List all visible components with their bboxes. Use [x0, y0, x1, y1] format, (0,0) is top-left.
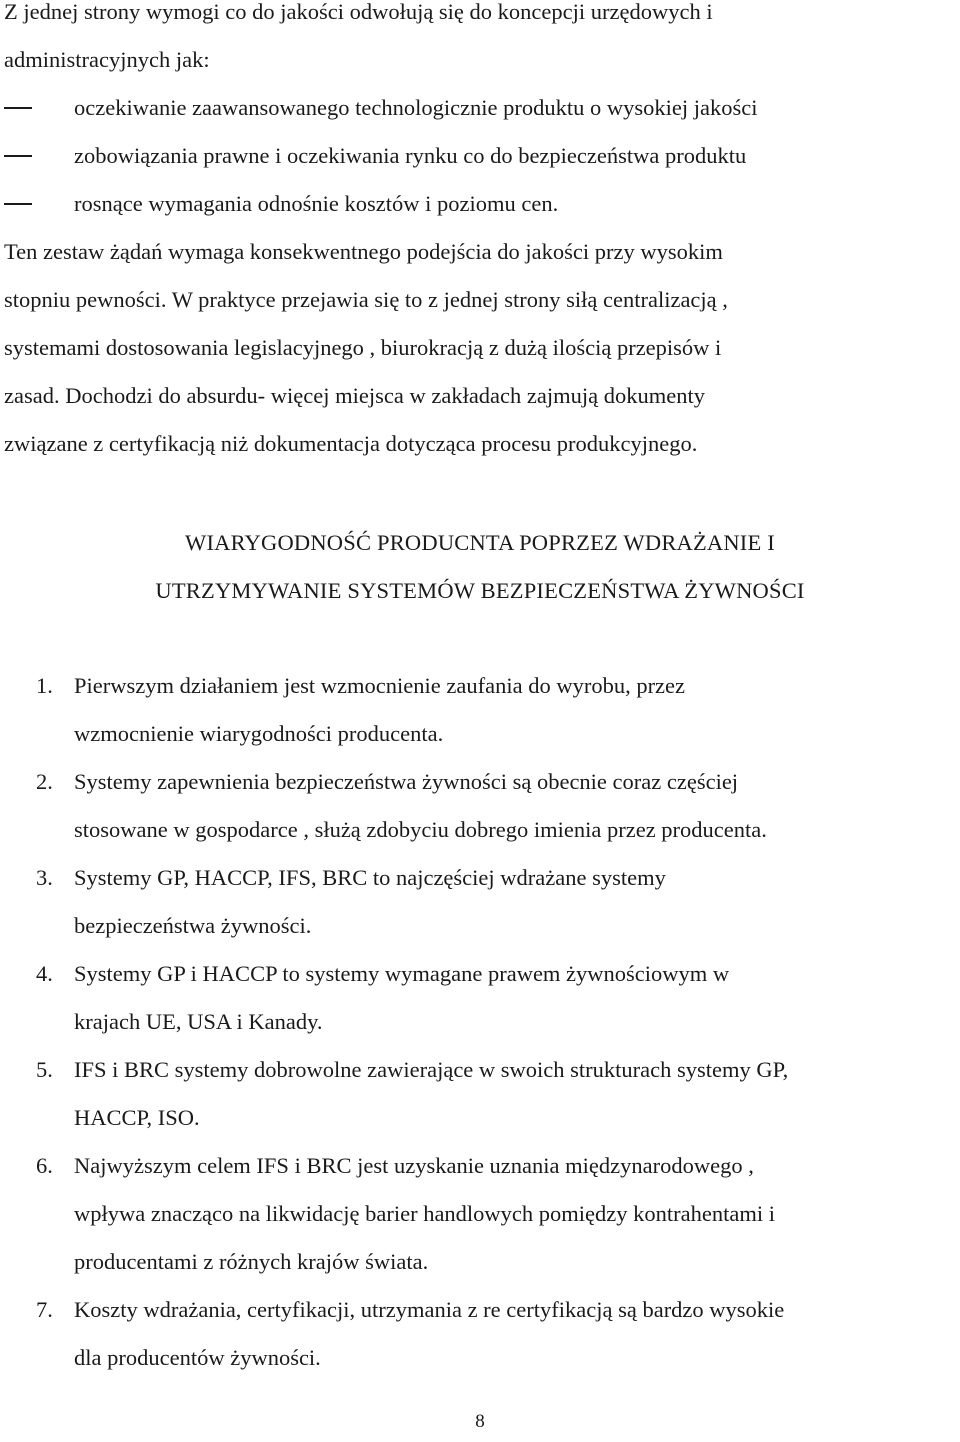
item-text-line: Systemy zapewnienia bezpieczeństwa żywności są obecnie coraz częściej [74, 769, 739, 794]
item-text-line: Systemy GP, HACCP, IFS, BRC to najczęściej wdrażane systemy [74, 865, 666, 890]
numbered-list-item [36, 1142, 956, 1286]
numbered-list-item [36, 854, 956, 950]
numbered-list [36, 662, 956, 1382]
item-number: 7. [36, 1297, 53, 1322]
intro-line: Z jednej strony wymogi co do jakości odwołują się do koncepcji urzędowych i [4, 0, 713, 24]
dash-list [4, 84, 954, 228]
numbered-list-item [36, 662, 956, 758]
dash-bullet-icon [4, 203, 32, 205]
item-text-line: Pierwszym działaniem jest wzmocnienie zaufania do wyrobu, przez [74, 673, 686, 698]
dash-list-item [4, 84, 954, 132]
paragraph-line: Ten zestaw żądań wymaga konsekwentnego podejścia do jakości przy wysokim [4, 239, 723, 264]
heading-line: WIARYGODNOŚĆ PRODUCNTA POPRZEZ WDRAŻANIE I [185, 530, 775, 555]
item-text-line: Najwyższym celem IFS i BRC jest uzyskanie uznania międzynarodowego , [74, 1153, 754, 1178]
item-text-line: IFS i BRC systemy dobrowolne zawierające w swoich strukturach systemy GP, [74, 1057, 789, 1082]
intro-line: administracyjnych jak: [4, 47, 210, 72]
item-number: 6. [36, 1153, 53, 1178]
item-number: 4. [36, 961, 53, 986]
numbered-list-item [36, 1046, 956, 1142]
item-text-line: Systemy GP i HACCP to systemy wymagane prawem żywnościowym w [74, 961, 730, 986]
paragraph-line: systemami dostosowania legislacyjnego , biurokracją z dużą ilością przepisów i [4, 335, 722, 360]
numbered-list-item [36, 1286, 956, 1382]
item-text-line: bezpieczeństwa żywności. [74, 913, 312, 938]
dash-bullet-icon [4, 155, 32, 157]
item-text-line: krajach UE, USA i Kanady. [74, 1009, 323, 1034]
item-text-line: dla producentów żywności. [74, 1345, 321, 1370]
body-paragraph [4, 228, 954, 468]
item-text-line: producentami z różnych krajów świata. [74, 1249, 429, 1274]
item-text-line: wpływa znacząco na likwidację barier handlowych pomiędzy kontrahentami i [74, 1201, 775, 1226]
section-heading [0, 519, 960, 615]
dash-list-item [4, 180, 954, 228]
item-text-line: stosowane w gospodarce , służą zdobyciu dobrego imienia przez producenta. [74, 817, 767, 842]
dash-list-item [4, 132, 954, 180]
heading-line: UTRZYMYWANIE SYSTEMÓW BEZPIECZEŃSTWA ŻYWNOŚCI [155, 578, 805, 603]
dash-bullet-icon [4, 107, 32, 109]
item-text-line: Koszty wdrażania, certyfikacji, utrzymania z re certyfikacją są bardzo wysokie [74, 1297, 785, 1322]
dash-item-text: oczekiwanie zaawansowanego technologicznie produktu o wysokiej jakości [74, 95, 758, 120]
dash-item-text: zobowiązania prawne i oczekiwania rynku co do bezpieczeństwa produktu [74, 143, 747, 168]
item-number: 3. [36, 865, 53, 890]
intro-section [4, 0, 954, 468]
item-number: 2. [36, 769, 53, 794]
paragraph-line: stopniu pewności. W praktyce przejawia się to z jednej strony siłą centralizacją , [4, 287, 728, 312]
numbered-list-item [36, 758, 956, 854]
item-text-line: wzmocnienie wiarygodności producenta. [74, 721, 444, 746]
item-number: 1. [36, 673, 53, 698]
dash-item-text: rosnące wymagania odnośnie kosztów i poziomu cen. [74, 191, 559, 216]
page-number: 8 [475, 1411, 485, 1432]
item-text-line: HACCP, ISO. [74, 1105, 200, 1130]
item-number: 5. [36, 1057, 53, 1082]
numbered-list-item [36, 950, 956, 1046]
paragraph-line: związane z certyfikacją niż dokumentacja dotycząca procesu produkcyjnego. [4, 431, 698, 456]
paragraph-line: zasad. Dochodzi do absurdu- więcej miejsca w zakładach zajmują dokumenty [4, 383, 705, 408]
